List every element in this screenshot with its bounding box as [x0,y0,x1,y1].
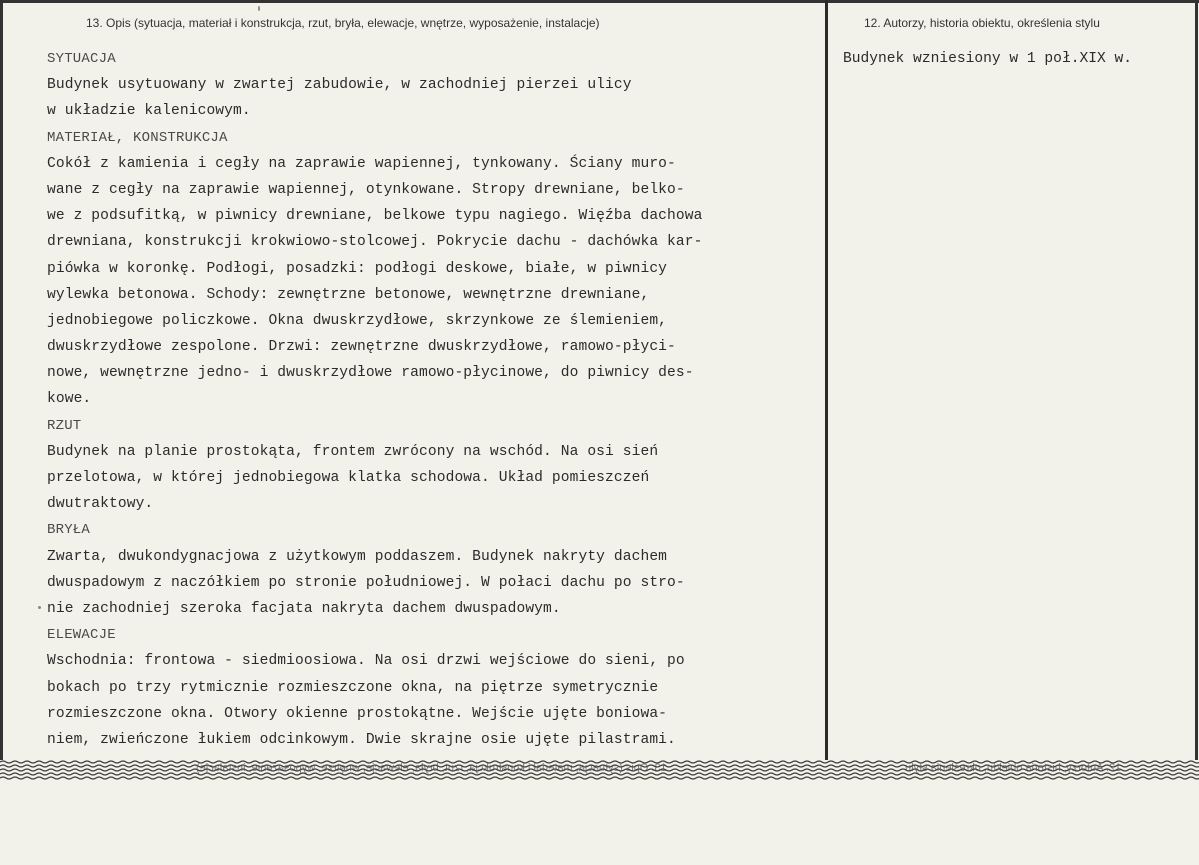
description-line: bokach po trzy rytmicznie rozmieszczone okna, na piętrze symetrycznie [47,679,659,696]
column-divider [825,0,828,760]
mirrored-header-left: 13. Opis (sytuacja, materiał i konstrukcja, rzut, bryła, elewacje, wnętrze, wyposażenie, instalacje) [196,762,667,774]
wavy-line [0,777,1199,779]
description-line: wylewka betonowa. Schody: zewnętrzne betonowe, wewnętrzne drewniane, [47,286,650,303]
description-line: wane z cegły na zaprawie wapiennej, otynkowane. Stropy drewniane, belko- [47,181,685,198]
description-text [47,46,817,753]
description-line: Cokół z kamienia i cegły na zaprawie wapiennej, tynkowany. Ściany muro- [47,155,676,172]
section-heading: MATERIAŁ, KONSTRUKCJA [47,129,228,146]
description-line: piówka w koronkę. Podłogi, posadzki: podłogi deskowe, białe, w piwnicy [47,260,668,277]
description-line: w układzie kalenicowym. [47,103,251,120]
description-line: nie zachodniej szeroka facjata nakryta dachem dwuspadowym. [47,600,561,617]
section-heading: BRYŁA [47,522,91,539]
description-line: dwuskrzydłowe zespolone. Drzwi: zewnętrzne dwuskrzydłowe, ramowo-płyci- [47,339,676,356]
description-line: Budynek usytuowany w zwartej zabudowie, w zachodniej pierzei ulicy [47,77,632,94]
description-line: jednobiegowe policzkowe. Okna dwuskrzydłowe, skrzynkowe ze ślemieniem, [47,312,668,329]
description-column-header: 13. Opis (sytuacja, materiał i konstrukcja, rzut, bryła, elewacje, wnętrze, wyposażenie, instalacje) [86,16,600,30]
section-heading: RZUT [47,417,82,434]
card-bottom-margin [0,782,1199,865]
section-heading: SYTUACJA [47,51,116,67]
description-line: Wschodnia: frontowa - siedmioosiowa. Na osi drzwi wejściowe do sieni, po [47,653,685,670]
description-line: rozmieszczone okna. Otwory okienne prostokątne. Wejście ujęte boniowa- [47,705,668,722]
description-line: Budynek na planie prostokąta, frontem zwrócony na wschód. Na osi sień [47,443,659,460]
description-line: nowe, wewnętrzne jedno- i dwuskrzydłowe ramowo-płycinowe, do piwnicy des- [47,365,694,382]
frame-left-border [0,0,3,760]
description-line: kowe. [47,391,92,408]
description-line: Zwarta, dwukondygnacjowa z użytkowym poddaszem. Budynek nakryty dachem [47,548,668,565]
frame-right-border [1195,0,1198,760]
history-column-header: 12. Autorzy, historia obiektu, określenia stylu [864,16,1100,30]
description-line: drewniana, konstrukcji krokwiowo-stolcowej. Pokrycie dachu - dachówka kar- [47,234,703,251]
description-line: dwutraktowy. [47,496,154,513]
description-line: przelotowa, w której jednobiegowa klatka schodowa. Układ pomieszczeń [47,470,650,486]
history-text: Budynek wzniesiony w 1 poł.XIX w. [843,51,1133,67]
frame-top-border [0,0,1199,3]
section-heading: ELEWACJE [47,627,116,644]
description-line: niem, zwieńczone łukiem odcinkowym. Dwie skrajne osie ujęte pilastrami. [47,731,676,748]
paper-speck [38,606,41,609]
description-line: we z podsufitką, w piwnicy drewniane, belkowe typu nagiego. Więźba dachowa [47,208,703,225]
mirrored-header-right: 12. Autorzy, historia obiektu, określenia stylu [905,762,1122,774]
description-line: dwuspadowym z naczółkiem po stronie południowej. W połaci dachu po stro- [47,574,685,591]
paper-speck [258,6,260,11]
